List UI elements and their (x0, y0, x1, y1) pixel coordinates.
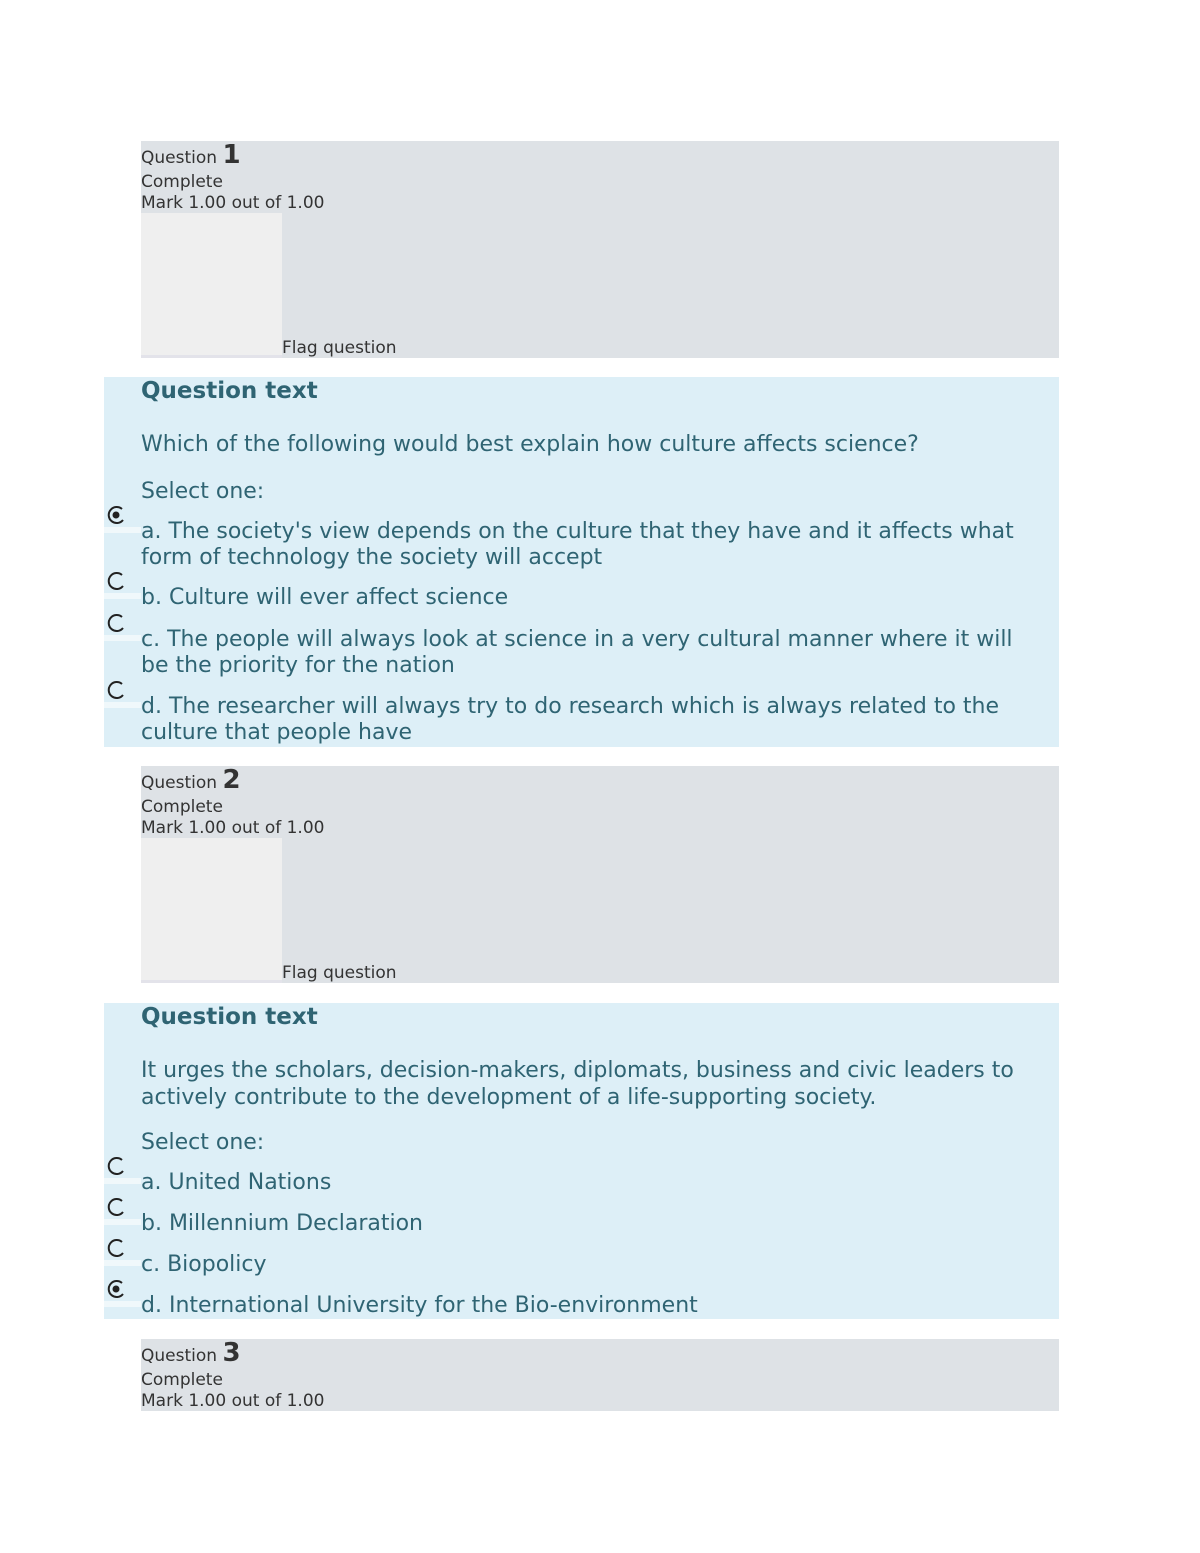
radio-underline (104, 702, 141, 708)
question-label: Question (141, 1346, 218, 1366)
radio-underline (104, 1301, 141, 1307)
answer-label: c. Biopolicy (141, 1252, 267, 1277)
answer-option-a[interactable] (104, 1170, 1059, 1196)
question-state: Complete (141, 172, 223, 192)
question-text: Which of the following would best explain how culture affects science? (141, 432, 919, 457)
radio-unchecked-icon[interactable] (106, 571, 126, 591)
question-label: Question (141, 773, 218, 793)
question-grade: Mark 1.00 out of 1.00 (141, 193, 325, 213)
answer-option-b[interactable] (104, 1211, 1059, 1237)
answer-option-c[interactable] (104, 1252, 1059, 1278)
select-one-prompt: Select one: (141, 1130, 265, 1155)
radio-underline (104, 1219, 141, 1225)
question-info-2 (141, 766, 1059, 983)
answer-label: a. The society's view depends on the culture that they have and it affects what form of technology the society will accept (141, 519, 1014, 570)
flag-icon[interactable] (141, 838, 282, 983)
question-grade: Mark 1.00 out of 1.00 (141, 1391, 325, 1411)
radio-unchecked-icon[interactable] (106, 613, 126, 633)
question-state: Complete (141, 797, 223, 817)
question-state: Complete (141, 1370, 223, 1390)
answer-option-d[interactable] (104, 1293, 1059, 1319)
radio-checked-icon[interactable] (106, 505, 126, 525)
answer-label: b. Millennium Declaration (141, 1211, 424, 1236)
radio-checked-icon[interactable] (106, 1279, 126, 1299)
radio-unchecked-icon[interactable] (106, 1156, 126, 1176)
question-number-line (141, 1338, 241, 1368)
question-number-line (141, 140, 241, 170)
radio-underline (104, 1178, 141, 1184)
flag-question-link[interactable]: Flag question (282, 963, 397, 983)
radio-unchecked-icon[interactable] (106, 1238, 126, 1258)
radio-underline (104, 635, 141, 641)
flag-question-link[interactable]: Flag question (282, 338, 397, 358)
answer-label: a. United Nations (141, 1170, 332, 1195)
answer-option-c[interactable] (104, 627, 1059, 679)
question-text-heading: Question text (141, 1004, 318, 1030)
question-number: 1 (222, 140, 241, 170)
question-number: 3 (222, 1338, 241, 1368)
question-number-line (141, 765, 241, 795)
answer-label: c. The people will always look at science in a very cultural manner where it will be the priority for the nation (141, 627, 1013, 678)
answer-label: b. Culture will ever affect science (141, 585, 509, 610)
flag-icon[interactable] (141, 213, 282, 358)
question-info-3 (141, 1339, 1059, 1411)
question-text: It urges the scholars, decision-makers, diplomats, business and civic leaders to actively contribute to the development of a life-supporting society. (141, 1058, 1014, 1110)
radio-underline (104, 1260, 141, 1266)
radio-underline (104, 593, 141, 599)
radio-underline (104, 527, 141, 533)
question-formulation-2 (104, 1003, 1059, 1319)
question-info-1 (141, 141, 1059, 358)
answer-option-a[interactable] (104, 519, 1059, 571)
radio-unchecked-icon[interactable] (106, 1197, 126, 1217)
question-number: 2 (222, 765, 241, 795)
question-formulation-1 (104, 377, 1059, 747)
answer-label: d. International University for the Bio-environment (141, 1293, 698, 1318)
radio-unchecked-icon[interactable] (106, 680, 126, 700)
answer-option-d[interactable] (104, 694, 1059, 746)
select-one-prompt: Select one: (141, 479, 265, 504)
question-grade: Mark 1.00 out of 1.00 (141, 818, 325, 838)
answer-option-b[interactable] (104, 585, 1059, 611)
question-label: Question (141, 148, 218, 168)
question-text-heading: Question text (141, 378, 318, 404)
answer-label: d. The researcher will always try to do research which is always related to the culture that people have (141, 694, 1000, 745)
